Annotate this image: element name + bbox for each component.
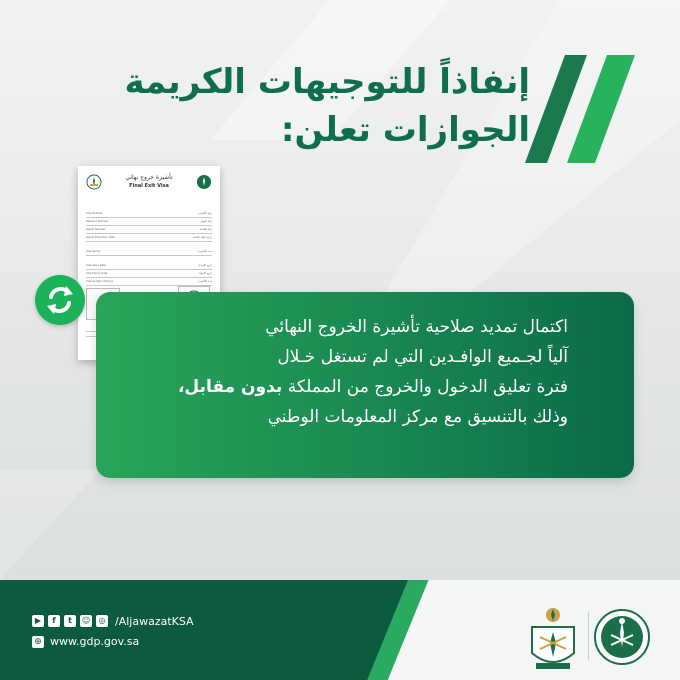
doc-field-ar: رقم التأشيرة xyxy=(198,212,212,215)
social-handle[interactable]: /AljawazatKSA xyxy=(115,614,194,628)
heading-line-1: إنفاذاً للتوجيهات الكريمة xyxy=(124,62,530,102)
website-url[interactable]: www.gdp.gov.sa xyxy=(50,635,140,648)
announcement-line-1: اكتمال تمديد صلاحية تأشيرة الخروج النهائي xyxy=(265,317,568,337)
doc-field-ar: مدة التأشيرة xyxy=(198,250,212,253)
doc-field-en: Visa Expiry Date xyxy=(86,272,108,275)
announcement-line-3-pre: فترة تعليق الدخول والخروج من المملكة xyxy=(287,377,568,397)
document-title-english: Final Exit Visa xyxy=(129,183,169,189)
doc-field-en: Visa Number xyxy=(86,212,103,215)
doc-field-ar: تاريخ الانتهاء xyxy=(199,272,212,275)
doc-field-en: Visa Period xyxy=(86,250,101,253)
doc-field-ar: رقم الإقامة xyxy=(199,228,212,231)
jawazat-logo xyxy=(522,605,584,675)
snapchat-icon[interactable]: ☺ xyxy=(81,616,91,625)
moi-logo xyxy=(592,607,652,667)
document-title-arabic: تأشيرة خروج نهائي xyxy=(125,174,173,181)
doc-field-ar: تاريخ الإصدار xyxy=(198,264,212,267)
twitter-icon[interactable]: t xyxy=(64,615,76,627)
doc-field-ar: تاريخ انتهاء الإقامة xyxy=(192,236,212,239)
announcement-line-2: آلياً لجـميع الوافـدين التي لم تستغل خـلال xyxy=(277,347,568,367)
doc-field-en: Iqama Expiration Date xyxy=(86,236,116,239)
doc-field-en: Visa Issue Date xyxy=(86,264,106,267)
announcement-line-4: وذلك بالتنسيق مع مركز المعلومات الوطني xyxy=(267,407,568,427)
social-links xyxy=(32,614,194,628)
instagram-icon[interactable]: ◎ xyxy=(96,615,108,627)
logo-divider xyxy=(588,612,589,660)
youtube-icon[interactable]: ▶ xyxy=(32,615,44,627)
heading-line-2: الجوازات تعلن: xyxy=(280,110,530,150)
announcement-highlight: بدون مقابل، xyxy=(177,377,283,397)
page-heading xyxy=(90,58,530,154)
slash-decoration-icon xyxy=(525,55,655,170)
globe-icon: ⊕ xyxy=(32,636,44,648)
doc-field-en: Visa Duration (Days) xyxy=(86,280,113,283)
announcement-line-3 xyxy=(158,372,568,402)
refresh-icon xyxy=(35,275,85,325)
website-link[interactable] xyxy=(32,635,139,648)
announcement-text xyxy=(158,312,568,432)
doc-field-en: Iqama Number xyxy=(86,228,106,231)
refresh-arrows-icon xyxy=(35,275,85,325)
doc-field-ar: مدة التأشيرة xyxy=(198,280,212,283)
facebook-icon[interactable]: f xyxy=(48,615,60,627)
doc-field-ar: رقم الجواز xyxy=(200,220,212,223)
doc-field-en: Passport Number xyxy=(86,220,109,223)
